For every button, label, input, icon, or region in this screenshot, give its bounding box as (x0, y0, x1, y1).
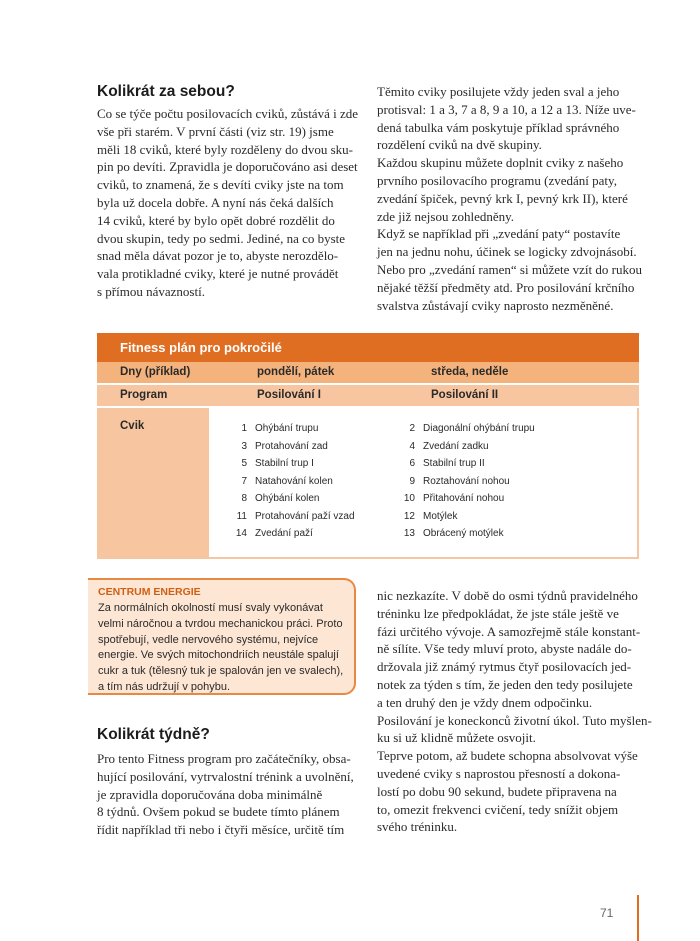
exercise-item (233, 420, 355, 438)
text-line: vala protikladné cviky, které je nutné provádět (97, 266, 339, 282)
exercise-name: Ohýbání kolen (255, 493, 320, 504)
exercise-name: Protahování zad (255, 440, 328, 452)
text-line: a tím nás udržují v pohybu. (98, 680, 231, 693)
exercise-name: Diagonální ohýbání trupu (423, 423, 535, 434)
text-line: Nebo pro „zvedání ramen“ si můžete vzít do rukou (377, 261, 642, 277)
row-value: středa, neděle (431, 366, 509, 378)
exercise-item (233, 455, 355, 473)
exercise-item (401, 525, 535, 543)
text-line: hující posilování, vytrvalostní trénink a uvolnění, (97, 768, 354, 784)
exercise-number: 11 (236, 510, 247, 522)
text-line: Teprve potom, až budete schopna absolvovat výše (377, 748, 638, 764)
row-label: Program (120, 389, 168, 401)
text-line: řídit například tři nebo i čtyři měsíce, určitě tím (97, 822, 345, 838)
exercise-item (233, 438, 355, 456)
text-line: nic nezkazíte. V době do osmi týdnů pravidelného (377, 588, 638, 603)
heading-kolikrat-tydne: Kolikrát týdně? (97, 726, 210, 743)
exercise-name: Motýlek (423, 510, 458, 522)
text-column-4 (377, 587, 652, 836)
box-text (98, 601, 343, 696)
exercise-name: Zvedání zadku (423, 440, 489, 452)
text-column-3 (97, 750, 365, 839)
text-line: lostí po dobu 90 sekund, budete připravena na (377, 783, 617, 799)
exercise-name: Natahování kolen (255, 475, 333, 487)
row-value: Posilování I (257, 389, 321, 401)
exercise-number: 4 (409, 440, 415, 452)
text-line: cukr a tuk (tělesný tuk je spalován jen ve svalech), (98, 665, 344, 678)
row-value: Posilování II (431, 389, 499, 401)
text-line: fázi určitého vývoje. A samozřejmě stále konstant- (377, 623, 641, 639)
exercise-item (401, 473, 535, 491)
text-line: Posilování je koneckonců životní úkol. Tuto myšlen- (377, 712, 652, 728)
text-line: tréninku lze předpokládat, že jste stále ještě ve (377, 605, 619, 621)
exercise-name: Přitahování nohou (423, 493, 505, 504)
centrum-energie-box (88, 578, 356, 695)
text-line: 8 týdnů. Ovšem pokud se budete tímto plánem (97, 804, 340, 820)
text-line: Co se týče počtu posilovacích cviků, zůstává i zde (97, 106, 359, 121)
text-line: a ten druhý den je vždy dnem odpočinku. (377, 694, 593, 710)
table-row-program (97, 385, 639, 406)
text-line: snad měla dávat pozor je to, abyste nerozdělo- (97, 248, 339, 264)
exercise-number: 10 (403, 493, 415, 504)
exercise-list-2 (401, 420, 535, 543)
heading-kolikrat-za-sebou: Kolikrát za sebou? (97, 83, 235, 100)
exercise-name: Stabilní trup II (423, 458, 485, 469)
text-line: je zpravidla doporučována doba minimálně (97, 786, 323, 802)
page-number: 71 (600, 906, 614, 920)
text-column-2 (377, 83, 642, 314)
table-body (97, 408, 639, 559)
text-line: energie. Ve svých mitochondriích neustále spalují (98, 649, 339, 662)
exercise-name: Roztahování nohou (423, 475, 510, 487)
exercise-item (233, 508, 355, 526)
exercise-number: 5 (241, 458, 247, 469)
text-line: ku si už klidně můžete osvojit. (377, 730, 536, 746)
exercise-item (401, 420, 535, 438)
text-line: protisval: 1 a 3, 7 a 8, 9 a 10, a 12 a 13. Níže uve- (377, 101, 636, 117)
row-label: Dny (příklad) (120, 366, 191, 378)
table-row-days (97, 362, 639, 383)
exercise-name: Obrácený motýlek (423, 528, 504, 539)
text-line: svého tréninku. (377, 819, 458, 835)
exercise-number: 6 (409, 458, 415, 469)
text-line: to, omezit frekvenci cvičení, tedy snížit objem (377, 801, 619, 817)
text-line: cviků, to znamená, že s devíti cviky jste na tom (97, 177, 344, 193)
text-line: nějaké těžší předměty atd. Pro posilování krčního (377, 279, 635, 295)
text-line: zde již nejsou zohledněny. (377, 208, 515, 224)
text-line: ně sílíte. Vše tedy mluví proto, abyste nadále do- (377, 641, 632, 657)
exercise-name: Ohýbání trupu (255, 423, 319, 434)
text-line: Za normálních okolností musí svaly vykonávat (98, 602, 323, 614)
text-line: Těmito cviky posilujete vždy jeden sval a jeho (377, 84, 620, 99)
text-line: zvedání špiček, pevný krk I, pevný krk II), které (377, 190, 628, 206)
cvik-label: Cvik (120, 420, 145, 432)
exercise-item (401, 508, 535, 526)
text-line: 14 cviků, které by bylo opět dobré rozdělit do (97, 212, 335, 228)
row-value: pondělí, pátek (257, 366, 335, 378)
exercise-item (233, 490, 355, 508)
text-line: notek za týden s tím, že jeden den tedy posilujete (377, 676, 633, 692)
exercise-number: 7 (241, 475, 247, 487)
text-line: Pro tento Fitness program pro začátečníky, obsa- (97, 751, 351, 766)
exercise-item (401, 438, 535, 456)
page-edge-bar (637, 895, 639, 941)
exercise-list-1 (233, 420, 355, 543)
exercise-number: 12 (403, 510, 415, 522)
text-line: vše při starém. V první části (viz str. 19) jsme (97, 123, 334, 139)
text-line: prvního posilovacího programu (zvedání paty, (377, 172, 617, 188)
exercise-number: 1 (241, 423, 247, 434)
exercise-item (401, 490, 535, 508)
text-line: byla už docela dobře. A nyní nás čeká dalších (97, 194, 334, 210)
text-line: jen na jednu nohu, účinek se logicky zdvojnásobí. (377, 244, 637, 260)
exercise-number: 9 (409, 475, 415, 487)
text-column-1 (97, 105, 365, 301)
text-line: rozdělení cviků na dvě skupiny. (377, 137, 542, 153)
text-line: uvedené cviky s naprostou přesností a dokona- (377, 765, 621, 781)
exercise-number: 3 (241, 440, 247, 452)
exercise-name: Stabilní trup I (255, 458, 314, 469)
exercise-item (233, 473, 355, 491)
exercise-item (401, 455, 535, 473)
exercise-list-area (209, 408, 637, 557)
exercise-number: 2 (409, 423, 415, 434)
exercise-name: Zvedání paží (255, 528, 313, 539)
fitness-plan-table (97, 333, 639, 559)
exercise-item (233, 525, 355, 543)
text-line: měli 18 cviků, které byly rozděleny do dvou sku- (97, 141, 353, 157)
text-line: s přímou návazností. (97, 283, 205, 299)
exercise-number: 14 (235, 528, 247, 539)
exercise-number: 8 (241, 493, 247, 504)
text-line: velmi náročnou a tvrdou mechanickou práci. Proto (98, 617, 343, 630)
text-line: držovala již známý rytmus čtyř posilovacích jed- (377, 659, 632, 675)
text-line: pin po devíti. Zpravidla je doporučováno asi deset (97, 159, 358, 175)
text-line: dená tabulka vám poskytuje příklad správného (377, 119, 620, 135)
table-title: Fitness plán pro pokročilé (97, 333, 639, 362)
text-line: svalstva zůstávají cviky naprosto nezměněné. (377, 297, 614, 313)
text-line: spotřebují, vedle nervového systému, nejvíce (98, 633, 319, 646)
text-line: Každou skupinu můžete doplnit cviky z našeho (377, 155, 624, 171)
exercise-number: 13 (403, 528, 415, 539)
text-line: Když se například při „zvedání paty“ postavíte (377, 226, 621, 242)
box-title: CENTRUM ENERGIE (98, 586, 201, 598)
text-line: dvou skupin, tedy po sedmi. Jediné, na co byste (97, 230, 346, 246)
exercise-name: Protahování paží vzad (255, 510, 355, 522)
